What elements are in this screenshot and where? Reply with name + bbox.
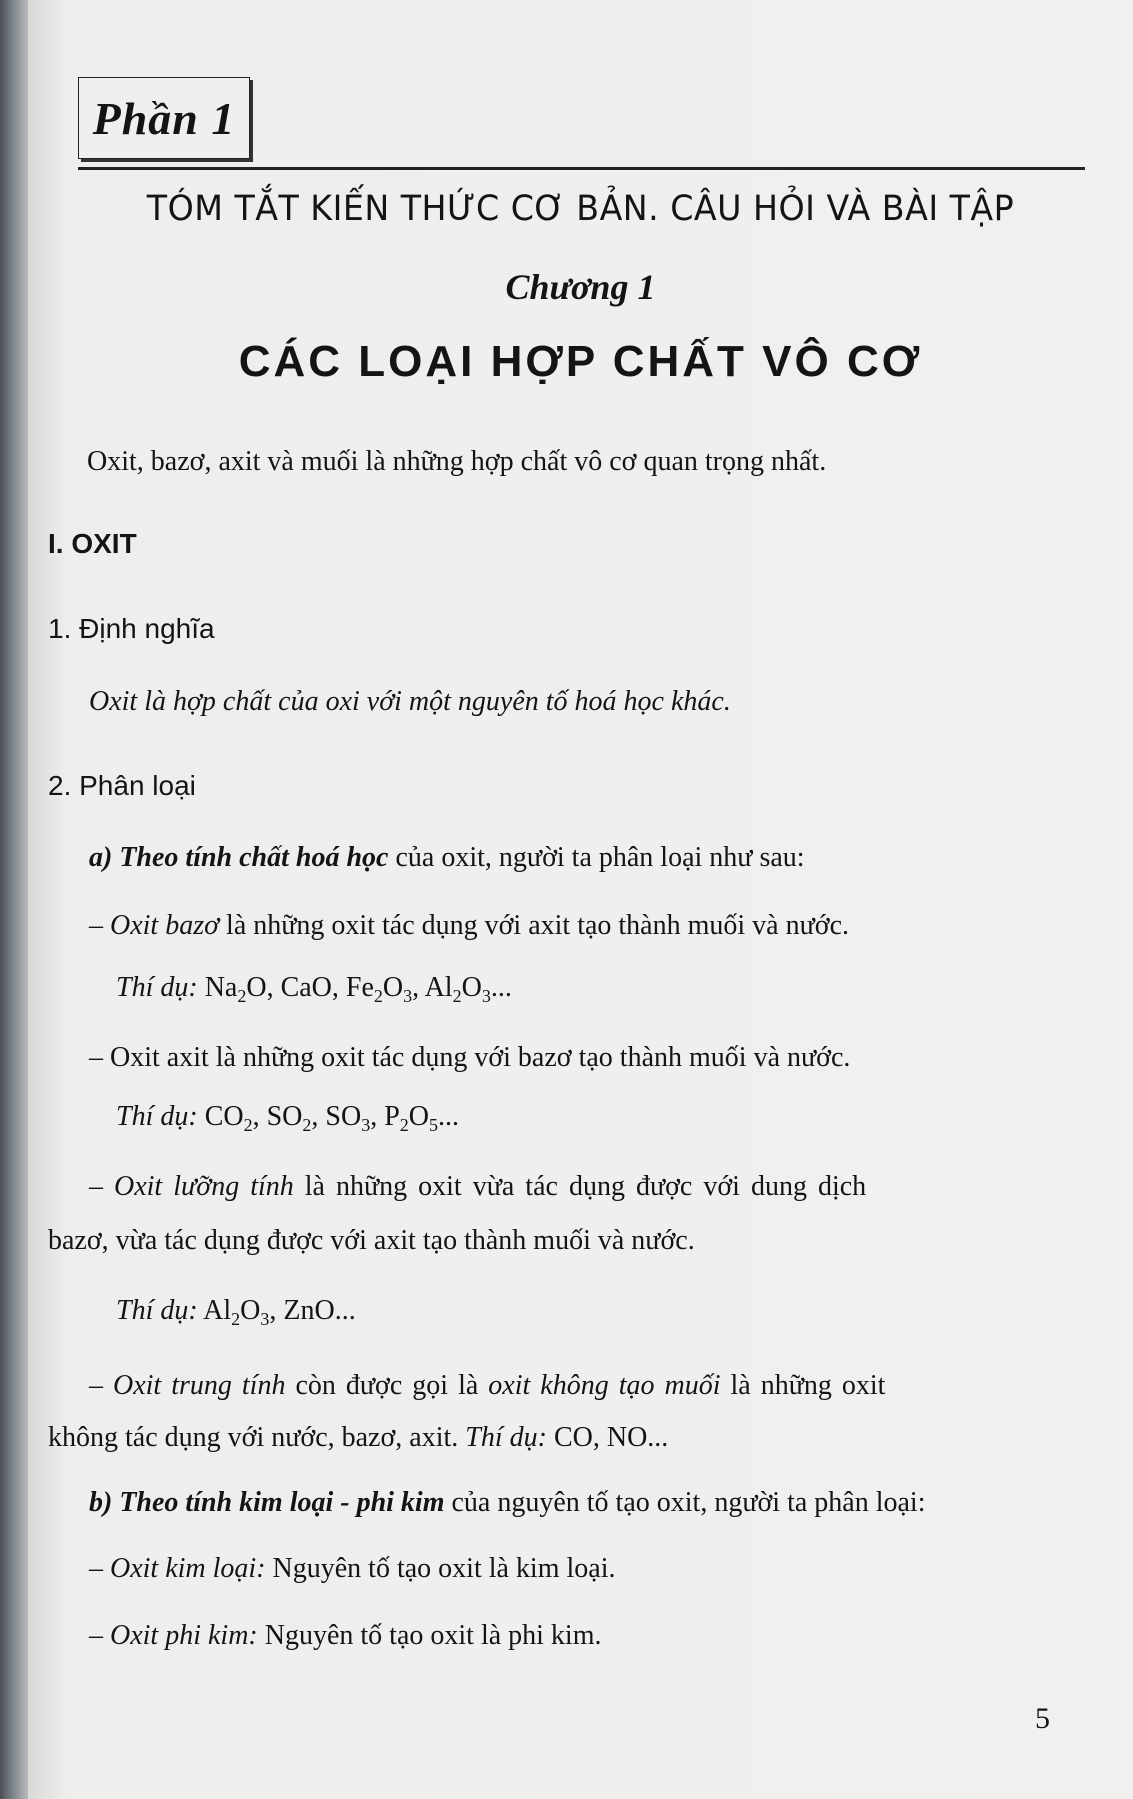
classification-b-rest: của nguyên tố tạo oxit, người ta phân loại: <box>444 1487 926 1518</box>
neutral-oxide-rest: là những oxit <box>720 1370 886 1401</box>
metal-oxide-line <box>89 1553 615 1585</box>
amphoteric-oxide-desc: là những oxit vừa tác dụng được với dung dịch <box>293 1171 867 1202</box>
metal-oxide-desc: Nguyên tố tạo oxit là kim loại. <box>265 1553 616 1584</box>
section-title-oxit: I. OXIT <box>48 528 137 559</box>
amphoteric-oxide-line2: bazơ, vừa tác dụng được với axit tạo thành muối và nước. <box>48 1225 695 1256</box>
formula-part: O, CaO, Fe <box>246 972 374 1003</box>
definition-text: Oxit là hợp chất của oxi với một nguyên tố hoá học khác. <box>89 686 731 717</box>
neutral-oxide-line <box>89 1370 885 1402</box>
book-binding <box>0 0 28 1799</box>
classification-b-line <box>89 1487 925 1519</box>
formula-sub: 2 <box>243 1115 253 1135</box>
basic-oxide-example <box>116 972 512 1004</box>
metal-oxide-term: – Oxit kim loại: <box>89 1553 266 1584</box>
example-label: Thí dụ: <box>116 972 198 1003</box>
basic-oxide-line <box>89 910 849 942</box>
formula-part: CO <box>197 1101 244 1132</box>
formula-sub: 3 <box>481 986 491 1006</box>
amphoteric-oxide-term: – Oxit lưỡng tính <box>89 1171 294 1202</box>
example-label: Thí dụ: <box>116 1295 198 1326</box>
classification-b-title: b) Theo tính kim loại - phi kim <box>89 1487 445 1518</box>
neutral-oxide-line2 <box>48 1422 668 1454</box>
formula-part: Na <box>197 972 238 1003</box>
book-page <box>28 0 1133 1799</box>
example-label: Thí dụ: <box>465 1422 547 1453</box>
summary-title: TÓM TẮT KIẾN THỨC CƠ BẢN. CÂU HỎI VÀ BÀI TẬP <box>146 189 1015 229</box>
formula-sub: 2 <box>399 1115 409 1135</box>
basic-oxide-desc: là những oxit tác dụng với axit tạo thành muối và nước. <box>219 910 850 941</box>
neutral-oxide-example: CO, NO... <box>546 1422 669 1453</box>
acidic-oxide-example <box>116 1101 459 1133</box>
amphoteric-oxide-example <box>116 1295 356 1327</box>
formula-part: , P <box>370 1101 400 1132</box>
formula-part: O <box>240 1295 261 1326</box>
part-label-box <box>78 77 250 159</box>
basic-oxide-term: – Oxit bazơ <box>89 910 220 941</box>
neutral-oxide-term: – Oxit trung tính <box>89 1370 286 1401</box>
formula-sub: 2 <box>231 1309 241 1329</box>
formula-sub: 2 <box>452 986 462 1006</box>
formula-part: O <box>408 1101 429 1132</box>
page-number: 5 <box>1035 1702 1050 1735</box>
formula-part: ... <box>438 1101 459 1132</box>
formula-part: , SO <box>311 1101 362 1132</box>
classification-a-line <box>89 842 805 874</box>
formula-part: , ZnO... <box>269 1295 356 1326</box>
formula-part: Al <box>197 1295 232 1326</box>
classification-a-rest: của oxit, người ta phân loại như sau: <box>388 842 805 873</box>
intro-paragraph: Oxit, bazơ, axit và muối là những hợp chất vô cơ quan trọng nhất. <box>87 446 827 477</box>
formula-part: , Al <box>412 972 453 1003</box>
formula-sub: 2 <box>302 1115 312 1135</box>
formula-part: ... <box>490 972 512 1003</box>
acidic-oxide-line: – Oxit axit là những oxit tác dụng với bazơ tạo thành muối và nước. <box>89 1042 851 1073</box>
subsection-title-definition: 1. Định nghĩa <box>48 613 215 644</box>
formula-sub: 5 <box>429 1115 438 1135</box>
chapter-title: CÁC LOẠI HỢP CHẤT VÔ CƠ <box>238 337 923 386</box>
formula-sub: 3 <box>361 1115 371 1135</box>
neutral-oxide-term2: oxit không tạo muối <box>488 1370 721 1401</box>
formula-sub: 2 <box>373 986 383 1006</box>
classification-a-title: a) Theo tính chất hoá học <box>89 842 389 873</box>
nonmetal-oxide-term: – Oxit phi kim: <box>89 1620 258 1651</box>
chapter-number: Chương 1 <box>505 267 656 307</box>
formula-sub: 3 <box>260 1309 270 1329</box>
header-rule <box>78 167 1085 170</box>
example-label: Thí dụ: <box>116 1101 198 1132</box>
formula-part: O <box>382 972 404 1003</box>
formula-sub: 2 <box>237 986 247 1006</box>
neutral-oxide-mid: còn được gọi là <box>285 1370 489 1401</box>
subsection-title-classification: 2. Phân loại <box>48 770 196 801</box>
formula-part: , SO <box>252 1101 303 1132</box>
nonmetal-oxide-line <box>89 1620 602 1652</box>
neutral-oxide-desc2: không tác dụng với nước, bazơ, axit. <box>48 1422 466 1453</box>
formula-part: O <box>461 972 482 1003</box>
part-label: Phần 1 <box>92 92 236 144</box>
formula-sub: 3 <box>403 986 413 1006</box>
nonmetal-oxide-desc: Nguyên tố tạo oxit là phi kim. <box>257 1620 602 1651</box>
amphoteric-oxide-line <box>89 1171 866 1203</box>
